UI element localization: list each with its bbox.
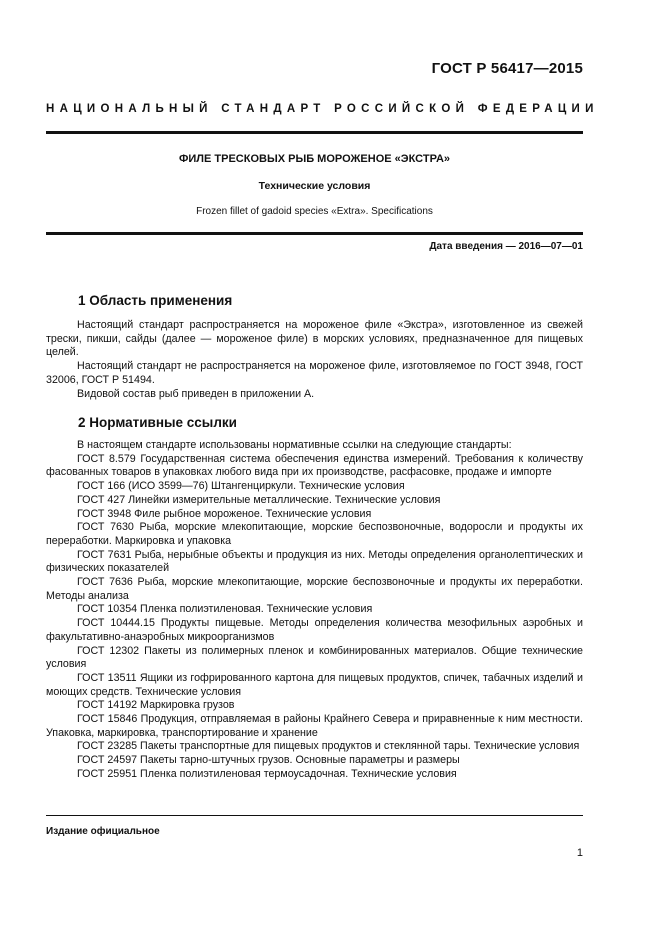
reference-item: ГОСТ 7631 Рыба, нерыбные объекты и продукция из них. Методы определения органолептических и физических показателей <box>46 548 583 575</box>
title-divider <box>46 232 583 235</box>
paragraph: В настоящем стандарте использованы нормативные ссылки на следующие стандарты: <box>77 439 512 451</box>
reference-item: ГОСТ 3948 Филе рыбное мороженое. Технические условия <box>77 507 372 520</box>
footer-divider <box>46 815 583 816</box>
section-1-body <box>46 319 583 401</box>
reference-item: ГОСТ 7630 Рыба, морские млекопитающие, морские беспозвоночные, водоросли и продукты их переработки. Маркировка и упаковка <box>46 521 583 547</box>
section-1-heading: 1 Область применения <box>78 293 233 308</box>
section-2-heading: 2 Нормативные ссылки <box>78 415 237 430</box>
standard-title: ФИЛЕ ТРЕСКОВЫХ РЫБ МОРОЖЕНОЕ «ЭКСТРА» <box>178 153 450 165</box>
section-2-body <box>46 439 583 782</box>
reference-item: ГОСТ 166 (ИСО 3599—76) Штангенциркули. Технические условия <box>77 480 405 493</box>
reference-item: ГОСТ 23285 Пакеты транспортные для пищевых продуктов и стеклянной тары. Технические условия <box>77 740 580 753</box>
reference-item: ГОСТ 10354 Пленка полиэтиленовая. Технические условия <box>77 603 373 616</box>
paragraph: Настоящий стандарт распространяется на мороженое филе «Экстра», изготовленное из свежей трески, пикши, сайды (далее — мороженое филе) в морских условиях, предназначенное для пищевых целей. <box>46 319 583 359</box>
paragraph: Видовой состав рыб приведен в приложении А. <box>77 387 315 400</box>
introduction-date: Дата введения — 2016—07—01 <box>429 241 583 252</box>
reference-item: ГОСТ 15846 Продукция, отправляемая в районы Крайнего Севера и приравненные к ним местности. Упаковка, маркировка, транспортирование и хранение <box>46 713 583 739</box>
reference-item: ГОСТ 25951 Пленка полиэтиленовая термоусадочная. Технические условия <box>77 767 457 780</box>
paragraph: Настоящий стандарт не распространяется на мороженое филе, изготовляемое по ГОСТ 3948, ГОСТ 32006, ГОСТ Р 51494. <box>46 360 583 386</box>
standard-english-title: Frozen fillet of gadoid species «Extra». Specifications <box>196 206 433 217</box>
document-code: ГОСТ Р 56417—2015 <box>431 60 583 77</box>
reference-item: ГОСТ 12302 Пакеты из полимерных пленок и комбинированных материалов. Общие технические условия <box>46 644 583 671</box>
standard-subtitle: Технические условия <box>258 180 371 192</box>
reference-item: ГОСТ 14192 Маркировка грузов <box>77 699 235 712</box>
reference-item: ГОСТ 24597 Пакеты тарно-штучных грузов. Основные параметры и размеры <box>77 754 460 767</box>
reference-item: ГОСТ 10444.15 Продукты пищевые. Методы определения количества мезофильных аэробных и факультативно-анаэробных микроорганизмов <box>46 617 583 643</box>
page-number: 1 <box>576 847 583 859</box>
reference-item: ГОСТ 7636 Рыба, морские млекопитающие, морские беспозвоночные и продукты их переработки. Методы анализа <box>46 576 583 602</box>
reference-item: ГОСТ 13511 Ящики из гофрированного картона для пищевых продуктов, спичек, табачных изделий и моющих средств. Технические условия <box>46 671 583 698</box>
national-standard-title: НАЦИОНАЛЬНЫЙ СТАНДАРТ РОССИЙСКОЙ ФЕДЕРАЦИИ <box>46 103 599 115</box>
official-edition-label: Издание официальное <box>46 826 160 837</box>
header-divider <box>46 131 583 134</box>
reference-item: ГОСТ 8.579 Государственная система обеспечения единства измерений. Требования к количеству фасованных товаров в упаковках любого вида при их производстве, расфасовке, продаже и импорте <box>46 452 583 479</box>
reference-item: ГОСТ 427 Линейки измерительные металлические. Технические условия <box>77 493 441 506</box>
